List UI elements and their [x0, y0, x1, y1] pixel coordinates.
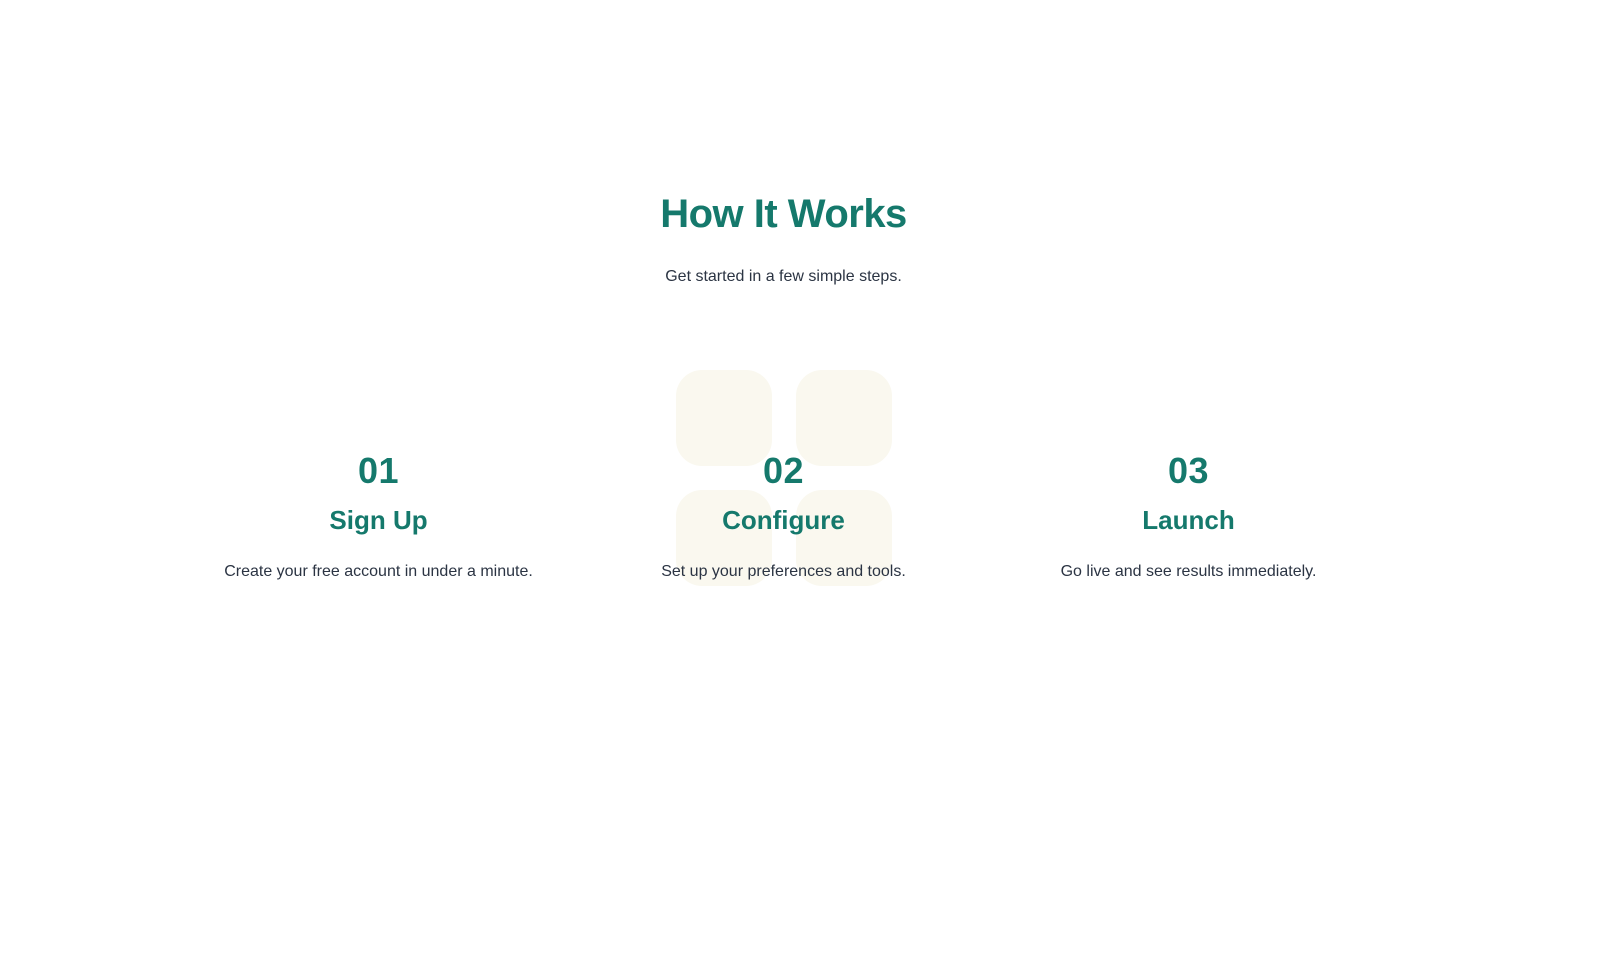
step-launch — [986, 370, 1391, 581]
step-description: Create your free account in under a minute. — [224, 563, 533, 581]
how-it-works-section — [176, 0, 1391, 581]
section-subtitle: Get started in a few simple steps. — [665, 268, 902, 285]
step-title: Launch — [1142, 505, 1235, 536]
step-description: Set up your preferences and tools. — [661, 563, 906, 581]
step-title: Configure — [722, 505, 845, 536]
section-title: How It Works — [660, 192, 907, 236]
step-number: 01 — [357, 450, 400, 492]
step-title: Sign Up — [329, 505, 428, 536]
decorative-tile — [796, 370, 892, 466]
step-configure — [581, 370, 986, 581]
step-number: 02 — [762, 450, 805, 492]
decorative-tile — [676, 370, 772, 466]
step-number: 03 — [1167, 450, 1210, 492]
steps-row — [176, 370, 1391, 581]
step-description: Go live and see results immediately. — [1060, 563, 1317, 581]
step-sign-up — [176, 370, 581, 581]
